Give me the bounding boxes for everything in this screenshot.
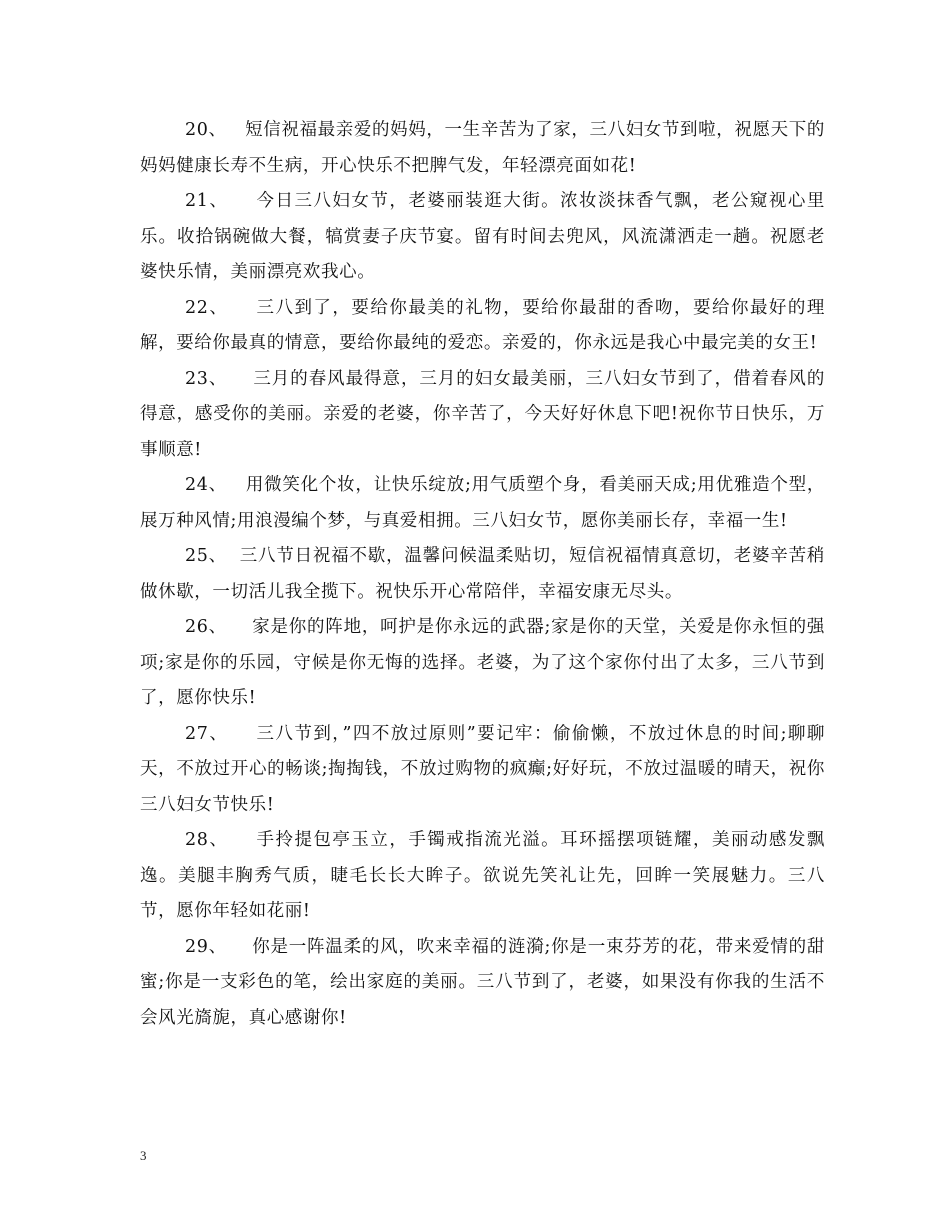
paragraph-text: 你是一阵温柔的风，吹来幸福的涟漪;你是一束芬芳的花，带来爱情的甜蜜;你是一支彩色的笔，绘出家庭的美丽。三八节到了，老婆，如果没有你我的生活不会风光旖旎，真心感谢你! [140, 936, 825, 1028]
paragraph-number: 21、 [185, 191, 229, 211]
paragraph-28 [140, 823, 825, 930]
paragraph-number: 27、 [185, 723, 229, 744]
paragraph-25 [140, 539, 825, 610]
paragraph-29 [140, 930, 825, 1037]
paragraph-text: 今日三八妇女节，老婆丽装逛大街。浓妆淡抹香气飘，老公窥视心里乐。收拾锅碗做大餐，犒赏妻子庆节宴。留有时间去兜风，风流潇洒走一趟。祝愿老婆快乐情，美丽漂亮欢我心。 [140, 191, 825, 282]
document-body [140, 113, 825, 1036]
paragraph-number: 22、 [185, 297, 229, 318]
paragraph-gap [227, 475, 246, 495]
paragraph-gap [228, 298, 256, 318]
paragraph-gap [227, 369, 253, 389]
paragraph-26 [140, 610, 825, 717]
paragraph-number: 23、 [185, 368, 228, 389]
paragraph-number: 25、 [185, 546, 227, 566]
paragraph-text: 三月的春风最得意，三月的妇女最美丽，三八妇女节到了，借着春风的得意，感受你的美丽。亲爱的老婆，你辛苦了，今天好好休息下吧!祝你节日快乐，万事顺意! [140, 368, 825, 460]
paragraph-gap [227, 120, 246, 140]
paragraph-text: 用微笑化个妆，让快乐绽放;用气质塑个身，看美丽天成;用优雅造个型，展万种风情;用浪漫编个梦，与真爱相拥。三八妇女节，愿你美丽长存，幸福一生! [140, 475, 825, 531]
paragraph-gap [228, 830, 256, 850]
paragraph-text: 家是你的阵地，呵护是你永远的武器;家是你的天堂，关爱是你永恒的强项;家是你的乐园，守候是你无悔的选择。老婆，为了这个家你付出了太多，三八节到了，愿你快乐! [140, 617, 825, 708]
paragraph-gap [227, 617, 252, 637]
paragraph-number: 29、 [185, 936, 227, 957]
paragraph-number: 20、 [185, 120, 227, 140]
paragraph-gap [228, 724, 256, 744]
paragraph-text: 短信祝福最亲爱的妈妈，一生辛苦为了家，三八妇女节到啦，祝愿天下的妈妈健康长寿不生病，开心快乐不把脾气发，年轻漂亮面如花! [140, 120, 825, 176]
page-number: 3 [140, 1148, 147, 1163]
paragraph-number: 24、 [185, 475, 227, 495]
paragraph-text: 手拎提包亭玉立，手镯戒指流光溢。耳环摇摆项链耀，美丽动感发飘逸。美腿丰胸秀气质，睫毛长长大眸子。欲说先笑礼让先，回眸一笑展魅力。三八节，愿你年轻如花丽! [140, 830, 825, 921]
paragraph-gap [227, 546, 240, 566]
paragraph-23 [140, 362, 825, 469]
paragraph-text: 三八到了，要给你最美的礼物，要给你最甜的香吻，要给你最好的理解，要给你最真的情意，要给你最纯的爱恋。亲爱的，你永远是我心中最完美的女王! [140, 297, 825, 353]
paragraph-24 [140, 468, 825, 539]
paragraph-gap [227, 937, 252, 957]
paragraph-20 [140, 113, 825, 184]
paragraph-27 [140, 717, 825, 824]
paragraph-22 [140, 291, 825, 362]
paragraph-text: 三八节日祝福不歇，温馨问候温柔贴切，短信祝福情真意切，老婆辛苦稍做休歇，一切活儿我全揽下。祝快乐开心常陪伴，幸福安康无尽头。 [140, 546, 826, 602]
paragraph-number: 28、 [185, 830, 229, 850]
paragraph-21 [140, 184, 825, 291]
paragraph-text: 三八节到，”四不放过原则”要记牢：偷偷懒，不放过休息的时间;聊聊天，不放过开心的畅谈;掏掏钱，不放过购物的疯癫;好好玩，不放过温暖的晴天，祝你三八妇女节快乐! [140, 723, 825, 815]
paragraph-number: 26、 [185, 617, 227, 637]
paragraph-gap [228, 191, 256, 211]
